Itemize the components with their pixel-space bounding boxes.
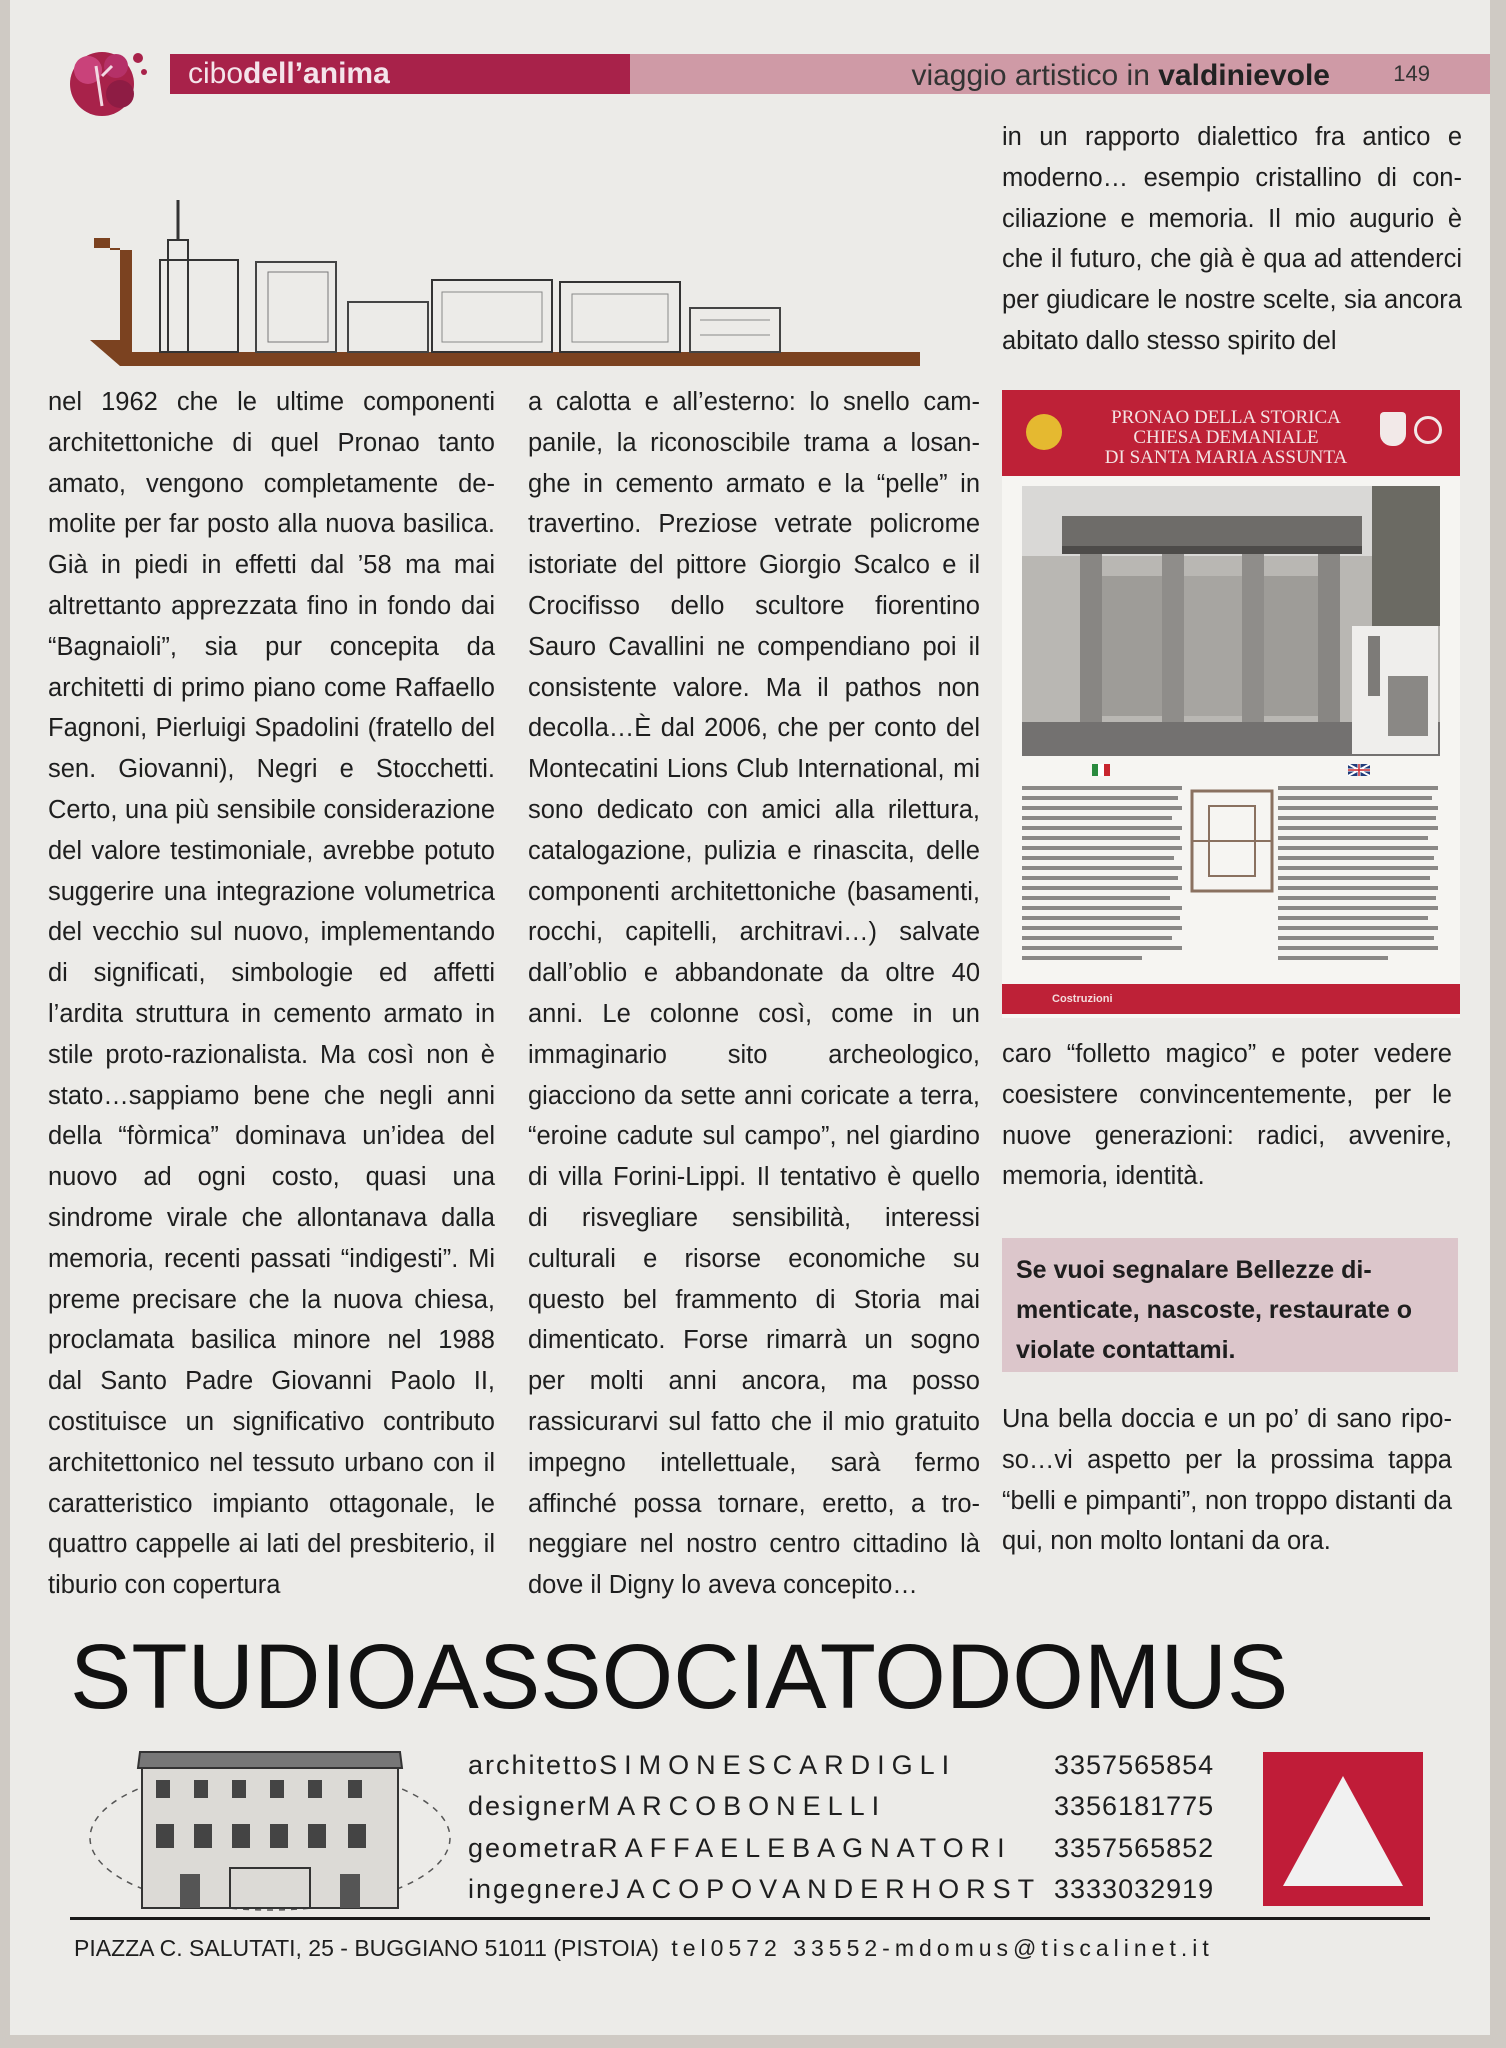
staff-row-surveyor <box>468 1828 1215 1868</box>
header-band <box>170 54 1490 94</box>
section-title: cibodell’anima <box>170 54 630 94</box>
flower-logo-icon <box>58 36 150 124</box>
staff-role: geometra <box>468 1833 599 1863</box>
staff-phone: 3357565852 <box>1054 1833 1215 1863</box>
coat-of-arms-icon <box>1380 412 1406 446</box>
skyline-illustration <box>80 190 930 370</box>
page-title: viaggio artistico in valdinievole <box>911 59 1330 92</box>
poster-text-italian <box>1022 782 1182 972</box>
italian-flag-icon <box>1092 764 1110 776</box>
floor-plan-icon <box>1187 786 1277 896</box>
address-text: PIAZZA C. SALUTATI, 25 - BUGGIANO 51011 (PISTOIA) <box>74 1935 659 1961</box>
staff-phone: 3357565854 <box>1054 1750 1215 1780</box>
callout-box: Se vuoi segnalare Bellezze dimenticate, nascoste, restaurate o violate contattami. <box>1002 1238 1458 1372</box>
pronao-photo <box>1022 486 1440 756</box>
ad-divider <box>70 1917 1430 1920</box>
article-text: a calotta e all’esterno: lo snello campanile, la riconoscibile trama a losanghe in cemento armato e la “pelle” in travertino. Preziose vetrate policrome istoriate del pittore Giorgio Scalco e il Crocifisso dello scultore fiorentino Sauro Cavallini ne compendiano poi il consistente valore. Ma il pathos non decolla…È dal 2006, che per conto del Montecatini Lions Club International, mi sono dedicato con amici alla rilettura, catalogazione, pulizia e rinascita, delle componenti architettoniche (basamenti, rocchi, capitelli, architravi…) salvate dall’oblio e abbandonate da oltre 40 anni. Le colonne così, come in un immaginario sito archeologico, giacciono da sette anni coricate a terra, “eroine cadute sul campo”, nel giardino di villa Forini-Lippi. Il tentativo è quello di risvegliare sensibilità, interessi culturali e risorse economiche su questo bel frammento di Storia mai dimenticato. Forse rimarrà un sogno per molti anni ancora, ma posso rassicurarvi sul fatto che il mio gratuito impegno intellettuale, sarà fermo affinché possa tornare, eretto, a troneggiare nel nostro centro cittadino là dove il Digny lo aveva concepito… <box>528 388 980 1600</box>
article-text: caro “folletto magico” e poter vedere coesistere convincentemente, per le nuove generazioni: radici, avvenire, memoria, identità. <box>1002 1040 1452 1191</box>
article-text: Una bella doccia e un po’ di sano riposo…vi aspetto per la prossima tappa “belli e pimpanti”, non troppo distanti da qui, non molto lontani da ora. <box>1002 1405 1452 1556</box>
page-number: 149 <box>1393 61 1430 86</box>
staff-name: JACOPOVANDERHORST <box>606 1874 1042 1904</box>
poster-title-line: PRONAO DELLA STORICA <box>1111 407 1341 428</box>
article-column-3-end <box>1002 1399 1452 1562</box>
staff-role: designer <box>468 1791 588 1821</box>
article-column-1 <box>48 382 495 1606</box>
staff-row-architect <box>468 1745 1215 1785</box>
studio-address <box>74 1930 1214 1966</box>
poster-footer-label: Costruzioni <box>1052 993 1113 1005</box>
staff-phone: 3356181775 <box>1054 1791 1215 1821</box>
article-text: in un rapporto dialettico fra antico e moderno… esempio cristallino di conciliazione e memoria. Il mio augurio è che il futuro, che già è qua ad attenderci per giudicare le nostre scelte, sia ancora abitato dallo stesso spirito del <box>1002 123 1462 355</box>
poster-title <box>1002 390 1460 476</box>
pronao-poster <box>1002 390 1460 1018</box>
magazine-page <box>10 0 1490 2035</box>
poster-text-english <box>1278 782 1438 972</box>
staff-name: RAFFAELEBAGNATORI <box>598 1833 1012 1863</box>
staff-row-designer <box>468 1786 1215 1826</box>
contact-text: tel0572 33552-mdomus@tiscalinet.it <box>671 1935 1214 1961</box>
building-sketch <box>80 1738 460 1918</box>
staff-role: architetto <box>468 1750 600 1780</box>
poster-footer <box>1002 984 1460 1014</box>
article-column-2 <box>528 382 980 1606</box>
article-text: nel 1962 che le ultime componenti architettoniche di quel Pronao tanto amato, vengono completamente demolite per far posto alla nuova basilica. Già in piedi in effetti dal ’58 ma mai altrettanto apprezzata fino in fondo dai “Bagnaioli”, sia pur concepita da architetti di primo piano come Raffaello Fagnoni, Pierluigi Spadolini (fratello del sen. Giovanni), Negri e Stocchetti. Certo, una più sensibile considerazione del valore testimoniale, avrebbe potuto suggerire una integrazione volumetrica del vecchio sul nuovo, implementando di significati, simbologie ed affetti l’ardita struttura in cemento armato in stile proto-razionalista. Ma così non è stato…sappiamo bene che negli anni della “fòrmica” dominava un’idea del nuovo ad ogni costo, quasi una sindrome virale che allontanava dalla memoria, recenti passati “indigesti”. Mi preme precisare che la nuova chiesa, proclamata basilica minore nel 1988 dal Santo Padre Giovanni Paolo II, costituisce un significativo contributo architettonico nel tessuto urbano con il caratteristico impianto ottagonale, le quattro cappelle ai lati del presbiterio, il tiburio con copertura <box>48 388 495 1600</box>
uk-flag-icon <box>1348 764 1370 776</box>
poster-title-line: CHIESA DEMANIALE <box>1133 427 1319 448</box>
poster-title-line: DI SANTA MARIA ASSUNTA <box>1104 447 1348 468</box>
staff-phone: 3333032919 <box>1054 1874 1215 1904</box>
article-column-3-middle <box>1002 1034 1452 1197</box>
triangle-logo-icon <box>1263 1752 1423 1906</box>
staff-name: MARCOBONELLI <box>587 1791 887 1821</box>
club-emblem-icon <box>1414 416 1442 444</box>
staff-row-engineer <box>468 1869 1215 1909</box>
staff-name: SIMONESCARDIGLI <box>599 1750 957 1780</box>
staff-role: ingegnere <box>468 1874 607 1904</box>
article-column-3-top <box>1002 117 1462 362</box>
studio-name: STUDIOASSOCIATODOMUS <box>70 1626 1289 1728</box>
